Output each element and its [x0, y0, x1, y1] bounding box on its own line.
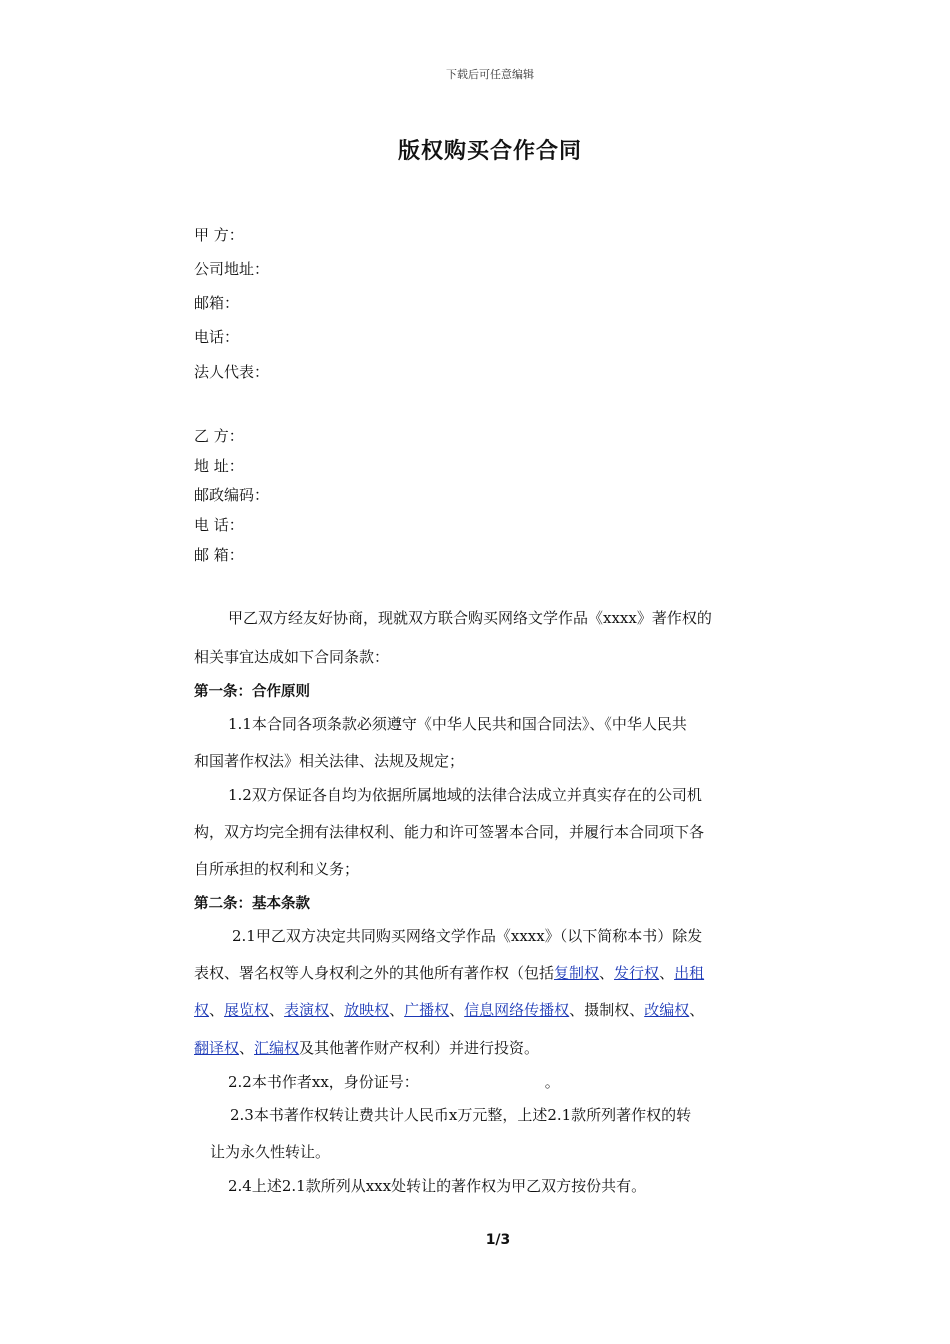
clause-2-1-text-a: 表权、署名权等人身权利之外的其他所有著作权（包括	[194, 964, 555, 982]
clause-2-2-end: 。	[544, 1073, 560, 1091]
separator: 、	[689, 1001, 705, 1019]
party-b-address-label: 地 址：	[194, 457, 244, 475]
intro-line-2: 相关事宜达成如下合同条款：	[194, 648, 390, 666]
separator: 、	[389, 1001, 405, 1019]
link-copy-right[interactable]: 复制权	[554, 964, 600, 982]
clause-1-2-line-3: 自所承担的权利和义务；	[194, 860, 360, 878]
clause-2-2-text: 2.2本书作者xx，身份证号：	[228, 1073, 419, 1091]
link-adaptation-right[interactable]: 改编权	[644, 1001, 690, 1019]
clause-1-2-line-2: 构，双方均完全拥有法律权利、能力和许可签署本合同，并履行本合同项下各	[194, 823, 705, 841]
article-2-heading: 第二条：基本条款	[194, 896, 310, 912]
link-exhibition-right[interactable]: 展览权	[224, 1001, 270, 1019]
separator: 、	[449, 1001, 465, 1019]
clause-2-3-line-2: 让为永久性转让。	[210, 1143, 331, 1161]
article-1-heading: 第一条：合作原则	[194, 684, 310, 700]
clause-2-2	[228, 1071, 560, 1092]
party-a-phone-label: 电话：	[194, 328, 240, 346]
link-broadcast-right[interactable]: 广播权	[404, 1001, 450, 1019]
party-a-rep-label: 法人代表：	[194, 363, 270, 381]
party-b-email-label: 邮 箱：	[194, 546, 244, 564]
party-b-postcode-label: 邮政编码：	[194, 486, 270, 504]
party-b-phone-label: 电 话：	[194, 516, 244, 534]
clause-1-2-line-1: 1.2双方保证各自均为依据所属地域的法律合法成立并真实存在的公司机	[228, 786, 702, 804]
link-rental-right-part-1[interactable]: 出租	[674, 964, 705, 982]
party-b-name-label: 乙 方：	[194, 427, 244, 445]
separator: 、	[569, 1001, 585, 1019]
separator: 、	[599, 964, 615, 982]
clause-2-1-text-c: 及其他著作财产权利）并进行投资。	[299, 1039, 540, 1057]
clause-2-1-line-2	[194, 962, 704, 983]
link-compilation-right[interactable]: 汇编权	[254, 1039, 300, 1057]
clause-1-1-line-1: 1.1本合同各项条款必须遵守《中华人民共和国合同法》、《中华人民共	[228, 715, 687, 733]
party-a-email-label: 邮箱：	[194, 294, 240, 312]
separator: 、	[239, 1039, 255, 1057]
clause-2-1-line-1: 2.1甲乙双方决定共同购买网络文学作品《xxxx》（以下简称本书）除发	[232, 927, 703, 945]
clause-1-1-line-2: 和国著作权法》相关法律、法规及规定；	[194, 752, 465, 770]
intro-line-1: 甲乙双方经友好协商，现就双方联合购买网络文学作品《xxxx》著作权的	[228, 609, 712, 627]
clause-2-1-line-4	[194, 1037, 539, 1058]
party-a-address-label: 公司地址：	[194, 260, 270, 278]
link-performance-right[interactable]: 表演权	[284, 1001, 330, 1019]
clause-2-4: 2.4上述2.1款所列从xxx处转让的著作权为甲乙双方按份共有。	[228, 1177, 647, 1195]
contract-title: 版权购买合作合同	[397, 138, 582, 164]
clause-2-1-text-b: 摄制权、	[584, 1001, 645, 1019]
link-network-transmission-right[interactable]: 信息网络传播权	[464, 1001, 570, 1019]
party-a-name-label: 甲 方：	[194, 226, 244, 244]
separator: 、	[269, 1001, 285, 1019]
separator: 、	[659, 964, 675, 982]
link-screening-right[interactable]: 放映权	[344, 1001, 390, 1019]
header-note: 下载后可任意编辑	[446, 68, 534, 81]
separator: 、	[329, 1001, 345, 1019]
link-distribution-right[interactable]: 发行权	[614, 964, 660, 982]
clause-2-3-line-1: 2.3本书著作权转让费共计人民币x万元整，上述2.1款所列著作权的转	[230, 1106, 692, 1124]
link-translation-right[interactable]: 翻译权	[194, 1039, 240, 1057]
separator: 、	[209, 1001, 225, 1019]
page-number: 1/3	[485, 1232, 511, 1248]
link-rental-right-part-2[interactable]: 权	[194, 1001, 210, 1019]
clause-2-1-line-3	[194, 999, 704, 1020]
